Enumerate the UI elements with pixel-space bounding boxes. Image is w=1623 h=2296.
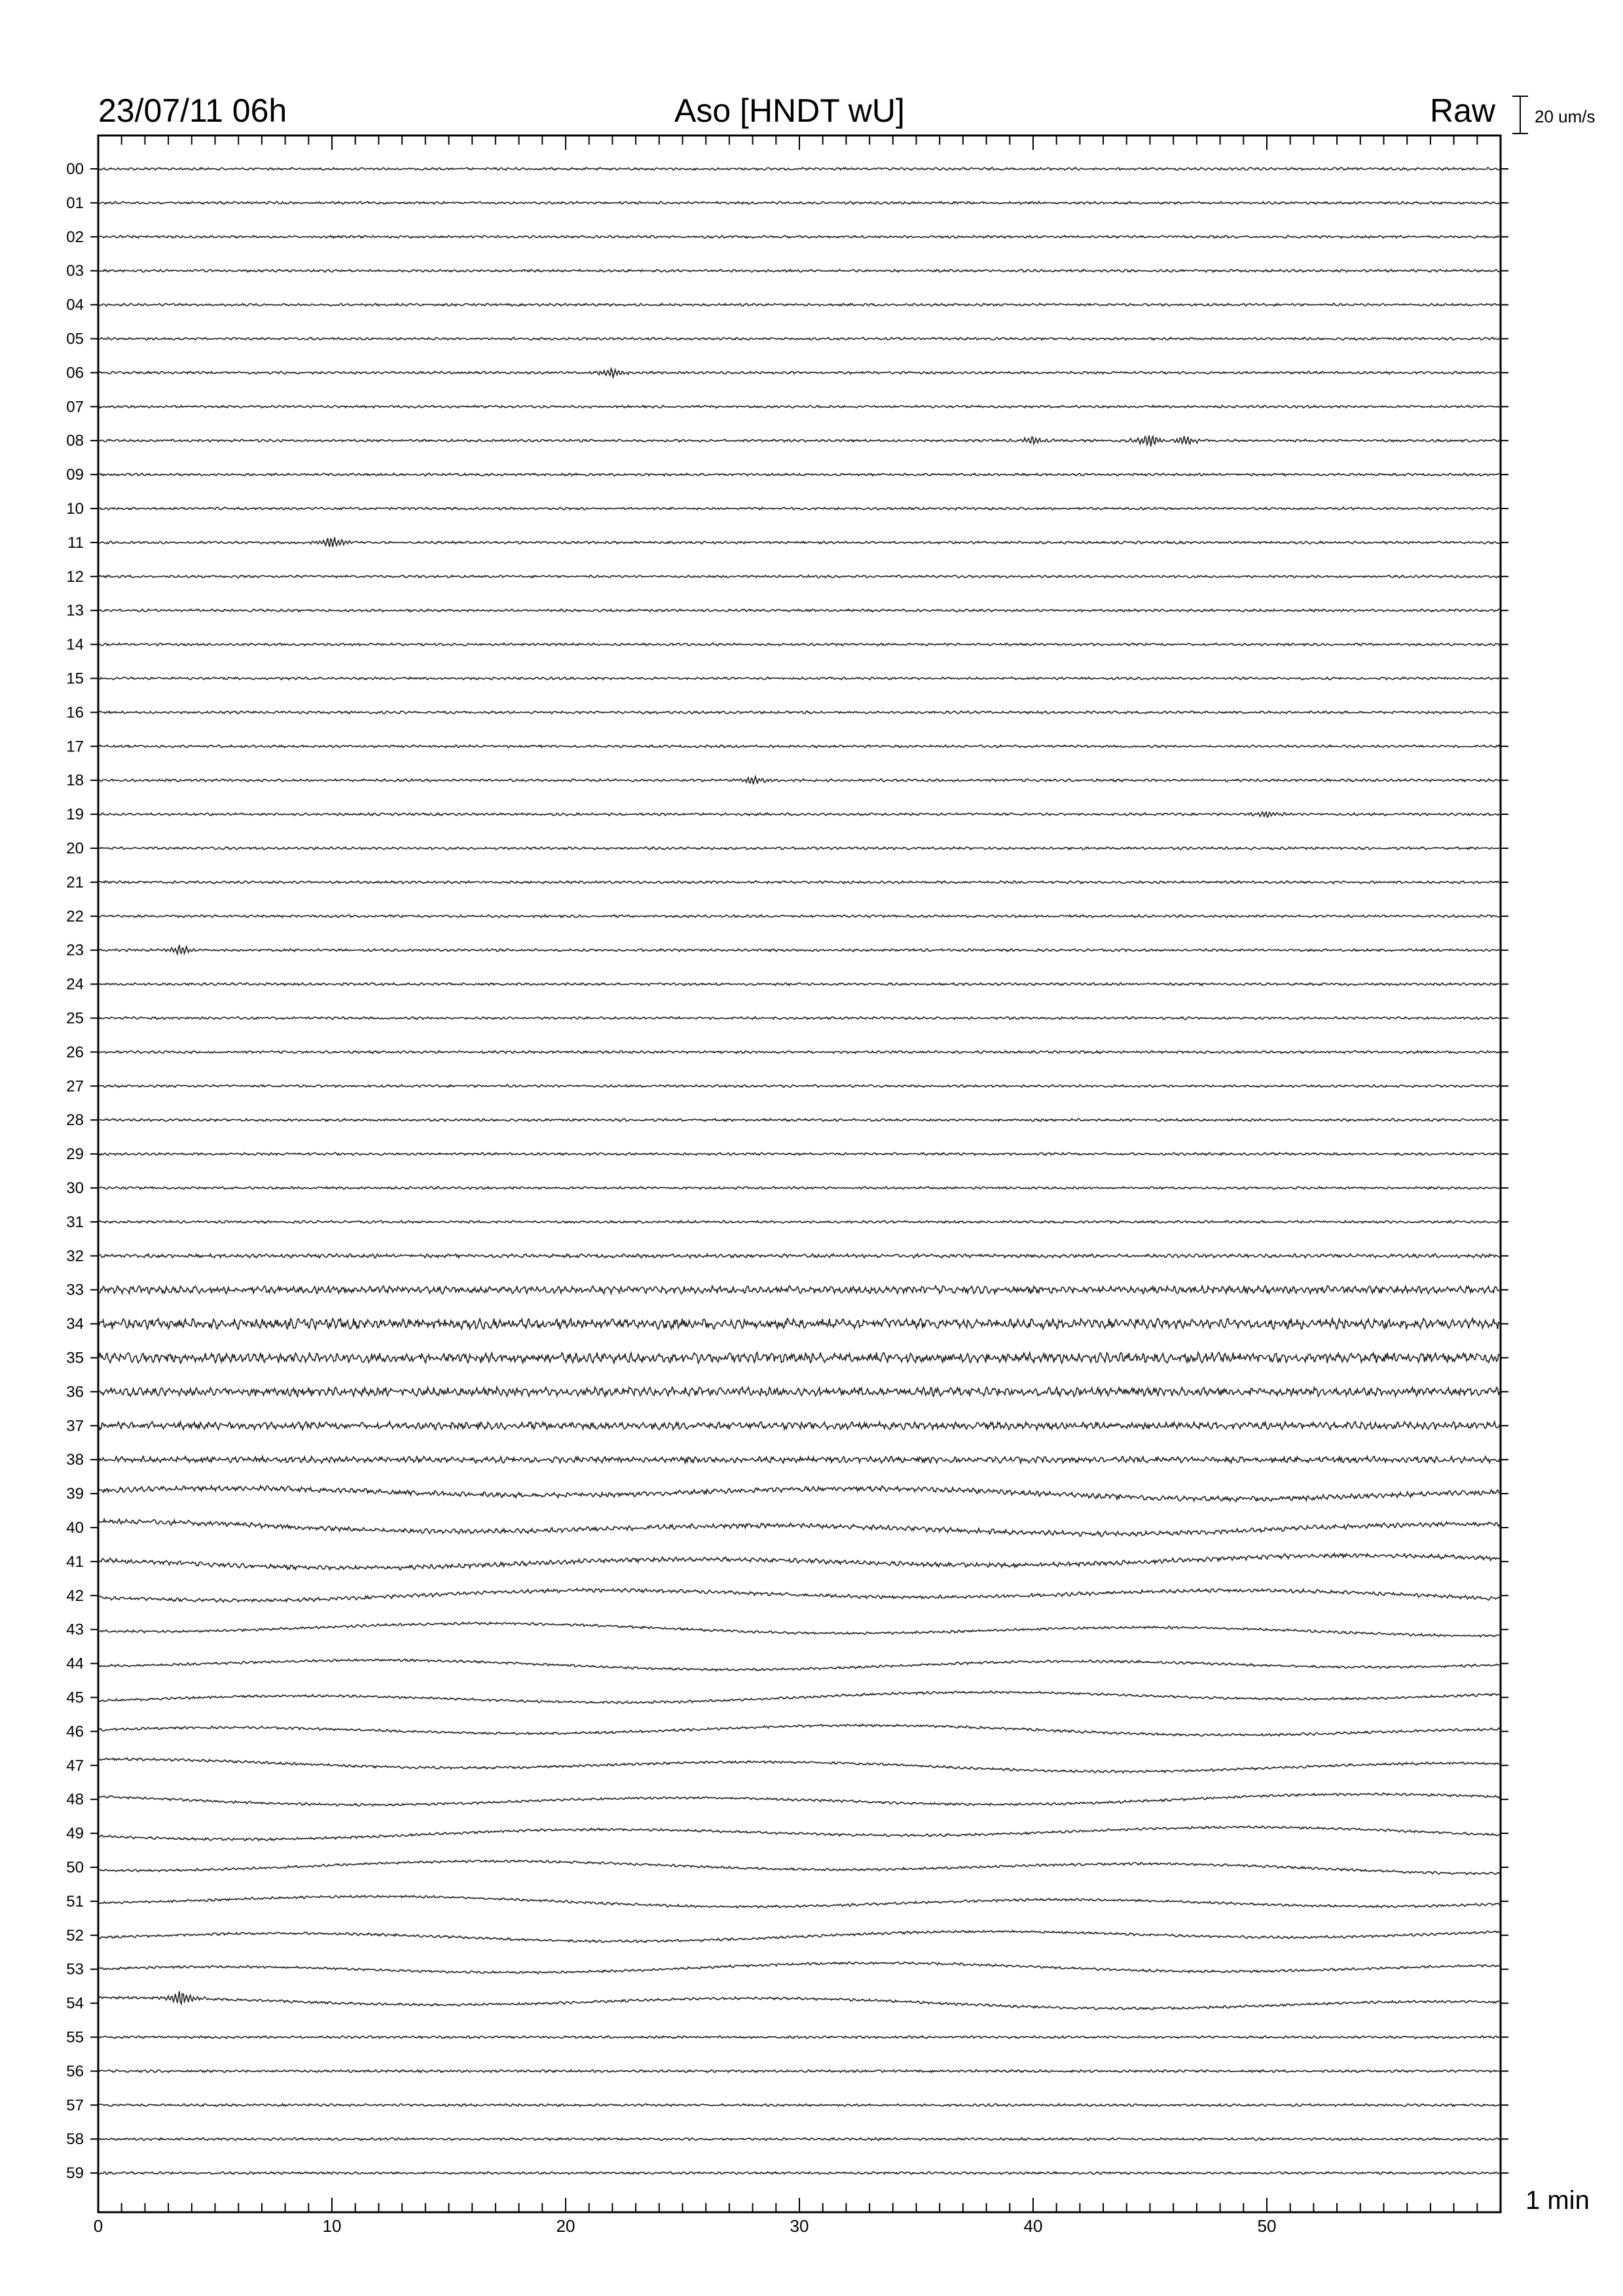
trace-row-41: [98, 1553, 1501, 1570]
trace-row-09: [98, 473, 1501, 476]
trace-row-38: [98, 1456, 1501, 1463]
amplitude-scale-bar: [1512, 96, 1528, 134]
row-label: 52: [66, 1926, 84, 1945]
trace-row-12: [98, 575, 1501, 578]
trace-row-53: [98, 1962, 1501, 1974]
row-label: 03: [66, 262, 84, 280]
plot-border: [98, 135, 1501, 2212]
row-label: 41: [66, 1552, 84, 1571]
trace-row-20: [98, 847, 1501, 850]
row-label: 40: [66, 1519, 84, 1537]
trace-row-06: [98, 368, 1501, 378]
row-label-layer: [66, 160, 1508, 2182]
trace-row-35: [98, 1352, 1501, 1363]
trace-row-16: [98, 711, 1501, 713]
trace-row-22: [98, 915, 1501, 918]
row-label: 25: [66, 1009, 84, 1028]
trace-row-28: [98, 1119, 1501, 1121]
trace-row-21: [98, 881, 1501, 884]
trace-row-15: [98, 677, 1501, 679]
row-label: 30: [66, 1179, 84, 1197]
trace-row-36: [98, 1387, 1501, 1397]
trace-row-24: [98, 983, 1501, 986]
row-label: 12: [66, 567, 84, 586]
row-label: 02: [66, 228, 84, 246]
x-tick-label: 30: [790, 2216, 809, 2236]
x-tick-label: 50: [1257, 2216, 1277, 2236]
row-label: 10: [66, 500, 84, 518]
row-label: 18: [66, 772, 84, 790]
trace-row-30: [98, 1187, 1501, 1189]
row-label: 36: [66, 1383, 84, 1401]
row-label: 14: [66, 636, 84, 654]
trace-row-13: [98, 609, 1501, 612]
trace-row-45: [98, 1691, 1501, 1704]
trace-row-58: [98, 2138, 1501, 2140]
row-label: 46: [66, 1723, 84, 1741]
x-tick-label: 0: [93, 2216, 103, 2236]
trace-row-52: [98, 1930, 1501, 1942]
row-label: 50: [66, 1859, 84, 1876]
trace-row-33: [98, 1286, 1501, 1294]
trace-row-08: [98, 435, 1501, 446]
trace-row-57: [98, 2104, 1501, 2106]
row-label: 57: [66, 2096, 84, 2115]
time-unit-label: 1 min: [1525, 2186, 1590, 2215]
trace-row-26: [98, 1050, 1501, 1053]
x-tick-label: 20: [556, 2216, 575, 2236]
amplitude-scale-label: 20 um/s: [1535, 107, 1596, 126]
row-label: 38: [66, 1451, 84, 1469]
row-label: 33: [66, 1281, 84, 1299]
row-label: 54: [66, 1994, 84, 2013]
trace-row-39: [98, 1486, 1501, 1501]
date-label: 23/07/11 06h: [98, 92, 287, 129]
trace-row-02: [98, 236, 1501, 238]
row-label: 26: [66, 1043, 84, 1062]
trace-row-25: [98, 1016, 1501, 1019]
row-label: 08: [66, 432, 84, 450]
row-label: 35: [66, 1349, 84, 1367]
row-label: 13: [66, 601, 84, 620]
row-label: 31: [66, 1213, 84, 1231]
trace-row-14: [98, 643, 1501, 646]
row-label: 39: [66, 1485, 84, 1503]
row-label: 53: [66, 1960, 84, 1979]
trace-layer: [98, 168, 1501, 2174]
row-label: 28: [66, 1111, 84, 1130]
trace-row-23: [98, 945, 1501, 954]
row-label: 20: [66, 840, 84, 857]
row-label: 42: [66, 1587, 84, 1605]
row-label: 51: [66, 1892, 84, 1910]
trace-row-55: [98, 2036, 1501, 2038]
trace-row-27: [98, 1085, 1501, 1087]
trace-row-43: [98, 1623, 1501, 1638]
trace-row-44: [98, 1659, 1501, 1671]
row-label: 09: [66, 466, 84, 484]
trace-row-50: [98, 1860, 1501, 1874]
trace-row-46: [98, 1724, 1501, 1736]
mode-label: Raw: [1430, 92, 1496, 129]
station-title: Aso [HNDT wU]: [674, 92, 905, 129]
trace-row-11: [98, 537, 1501, 547]
trace-row-56: [98, 2070, 1501, 2072]
row-label: 07: [66, 398, 84, 416]
row-label: 59: [66, 2164, 84, 2183]
row-label: 22: [66, 907, 84, 925]
row-label: 37: [66, 1417, 84, 1435]
trace-row-32: [98, 1254, 1501, 1258]
trace-row-19: [98, 812, 1501, 817]
x-tick-label: 40: [1023, 2216, 1043, 2236]
trace-row-34: [98, 1318, 1501, 1329]
trace-row-42: [98, 1588, 1501, 1602]
row-label: 24: [66, 975, 84, 994]
row-label: 19: [66, 806, 84, 824]
row-label: 48: [66, 1791, 84, 1809]
trace-row-18: [98, 776, 1501, 784]
x-tick-label: 10: [322, 2216, 342, 2236]
row-label: 58: [66, 2130, 84, 2149]
trace-row-17: [98, 745, 1501, 747]
time-axis: [94, 135, 1501, 2236]
trace-row-54: [98, 1991, 1501, 2009]
trace-row-31: [98, 1221, 1501, 1223]
plot-frame: [98, 135, 1501, 2212]
row-label: 34: [66, 1315, 84, 1333]
trace-row-05: [98, 337, 1501, 340]
row-label: 45: [66, 1689, 84, 1707]
trace-row-29: [98, 1153, 1501, 1155]
trace-row-51: [98, 1895, 1501, 1908]
trace-row-03: [98, 270, 1501, 272]
trace-row-48: [98, 1793, 1501, 1806]
row-label: 15: [66, 670, 84, 688]
row-label: 43: [66, 1621, 84, 1639]
row-label: 05: [66, 330, 84, 348]
row-label: 00: [66, 160, 84, 178]
row-label: 49: [66, 1825, 84, 1843]
row-label: 01: [66, 194, 84, 212]
row-label: 16: [66, 704, 84, 722]
row-label: 44: [66, 1655, 84, 1673]
trace-row-10: [98, 507, 1501, 510]
row-label: 23: [66, 941, 84, 960]
trace-row-47: [98, 1758, 1501, 1773]
row-label: 17: [66, 738, 84, 756]
trace-row-37: [98, 1422, 1501, 1430]
row-label: 29: [66, 1145, 84, 1164]
row-label: 47: [66, 1757, 84, 1775]
trace-row-40: [98, 1519, 1501, 1536]
trace-row-07: [98, 405, 1501, 408]
row-label: 21: [66, 873, 84, 891]
trace-row-59: [98, 2172, 1501, 2174]
row-label: 56: [66, 2062, 84, 2081]
row-label: 04: [66, 296, 84, 314]
trace-row-49: [98, 1826, 1501, 1840]
row-label: 32: [66, 1247, 84, 1265]
trace-row-04: [98, 304, 1501, 306]
row-label: 06: [66, 364, 84, 382]
trace-row-00: [98, 168, 1501, 170]
row-label: 27: [66, 1077, 84, 1096]
trace-row-01: [98, 202, 1501, 204]
row-label: 11: [67, 533, 84, 552]
row-label: 55: [66, 2028, 84, 2047]
